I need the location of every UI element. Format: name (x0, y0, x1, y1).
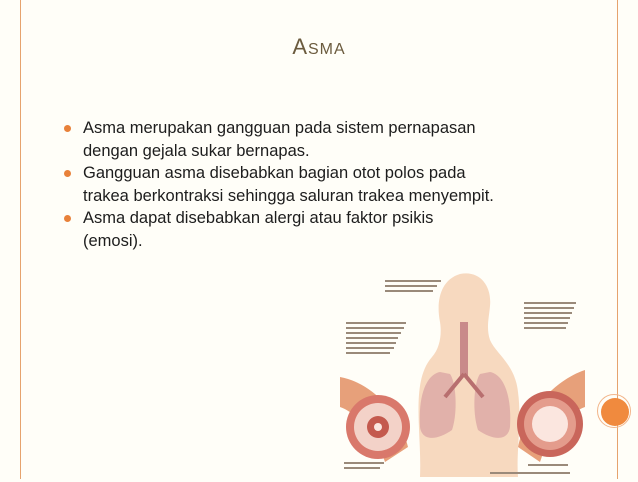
bullet-line: dengan gejala sukar bernapas. (83, 141, 310, 160)
bullet-line: Asma dapat disebabkan alergi atau faktor psikis (83, 209, 434, 227)
bullet-list (62, 117, 562, 252)
bullet-icon (64, 170, 71, 177)
bullet-line: (emosi). (83, 231, 143, 250)
slide-title (0, 34, 638, 60)
left-border-line (20, 0, 21, 479)
title-rest: SMA (308, 41, 346, 58)
decorative-circle (601, 398, 629, 426)
title-first-letter: A (292, 34, 308, 59)
bullet-line: Asma merupakan gangguan pada sistem pernapasan (83, 119, 476, 137)
asthma-illustration-svg (340, 262, 585, 477)
bullet-item (62, 162, 562, 207)
bullet-line: Gangguan asma disebabkan bagian otot polos pada (83, 164, 466, 182)
bullet-item (62, 117, 562, 162)
bullet-line: trakea berkontraksi sehingga saluran trakea menyempit. (83, 186, 494, 205)
asthma-illustration (340, 262, 585, 477)
bullet-icon (64, 125, 71, 132)
bullet-icon (64, 215, 71, 222)
bullet-item (62, 207, 562, 252)
